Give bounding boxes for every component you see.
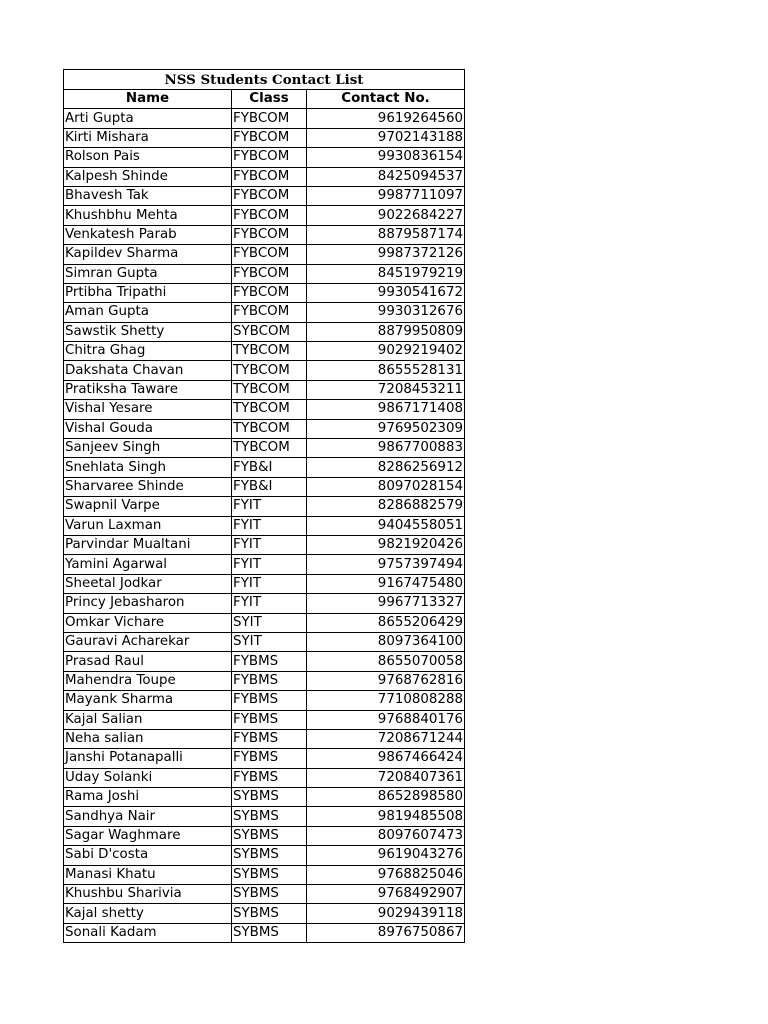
student-name: Uday Solanki bbox=[64, 768, 232, 787]
student-contact: 8286882579 bbox=[307, 497, 465, 516]
header-contact: Contact No. bbox=[307, 90, 465, 109]
student-contact: 9819485508 bbox=[307, 807, 465, 826]
table-row bbox=[64, 865, 465, 884]
student-name: Dakshata Chavan bbox=[64, 361, 232, 380]
student-class: SYBMS bbox=[232, 904, 307, 923]
student-name: Venkatesh Parab bbox=[64, 225, 232, 244]
table-row bbox=[64, 535, 465, 554]
table-row bbox=[64, 904, 465, 923]
table-row bbox=[64, 555, 465, 574]
student-contact: 7208671244 bbox=[307, 729, 465, 748]
student-contact: 9167475480 bbox=[307, 574, 465, 593]
table-row bbox=[64, 574, 465, 593]
student-contact: 9930541672 bbox=[307, 283, 465, 302]
table-row bbox=[64, 768, 465, 787]
student-class: FYBCOM bbox=[232, 128, 307, 147]
student-name: Mahendra Toupe bbox=[64, 671, 232, 690]
student-class: FYBCOM bbox=[232, 283, 307, 302]
student-class: FYIT bbox=[232, 594, 307, 613]
student-name: Sandhya Nair bbox=[64, 807, 232, 826]
student-name: Yamini Agarwal bbox=[64, 555, 232, 574]
table-body bbox=[64, 109, 465, 943]
student-name: Kirti Mishara bbox=[64, 128, 232, 147]
student-contact: 9768762816 bbox=[307, 671, 465, 690]
student-name: Sanjeev Singh bbox=[64, 439, 232, 458]
title-row bbox=[64, 70, 465, 90]
student-contact: 8879950809 bbox=[307, 322, 465, 341]
student-class: SYBMS bbox=[232, 826, 307, 845]
student-class: FYBMS bbox=[232, 729, 307, 748]
table-row bbox=[64, 885, 465, 904]
student-class: TYBCOM bbox=[232, 419, 307, 438]
table-row bbox=[64, 458, 465, 477]
student-name: Vishal Gouda bbox=[64, 419, 232, 438]
student-contact: 9768825046 bbox=[307, 865, 465, 884]
student-class: SYBCOM bbox=[232, 322, 307, 341]
table-row bbox=[64, 128, 465, 147]
student-name: Arti Gupta bbox=[64, 109, 232, 128]
student-class: TYBCOM bbox=[232, 439, 307, 458]
student-name: Rolson Pais bbox=[64, 148, 232, 167]
student-class: FYBCOM bbox=[232, 167, 307, 186]
student-class: TYBCOM bbox=[232, 400, 307, 419]
student-class: TYBCOM bbox=[232, 342, 307, 361]
student-contact: 8655528131 bbox=[307, 361, 465, 380]
student-contact: 9029219402 bbox=[307, 342, 465, 361]
student-class: FYIT bbox=[232, 497, 307, 516]
student-name: Kalpesh Shinde bbox=[64, 167, 232, 186]
student-class: FYBCOM bbox=[232, 225, 307, 244]
student-contact: 9967713327 bbox=[307, 594, 465, 613]
student-name: Sawstik Shetty bbox=[64, 322, 232, 341]
student-contact: 9867700883 bbox=[307, 439, 465, 458]
table-row bbox=[64, 400, 465, 419]
student-contact: 9987372126 bbox=[307, 245, 465, 264]
table-row bbox=[64, 206, 465, 225]
table-row bbox=[64, 245, 465, 264]
table-row bbox=[64, 594, 465, 613]
table-row bbox=[64, 264, 465, 283]
student-contact: 8097607473 bbox=[307, 826, 465, 845]
student-class: FYBCOM bbox=[232, 186, 307, 205]
student-class: SYBMS bbox=[232, 865, 307, 884]
student-contact: 9022684227 bbox=[307, 206, 465, 225]
table-row bbox=[64, 186, 465, 205]
table-row bbox=[64, 652, 465, 671]
student-class: FYBCOM bbox=[232, 109, 307, 128]
student-class: FYBCOM bbox=[232, 148, 307, 167]
student-name: Varun Laxman bbox=[64, 516, 232, 535]
table-row bbox=[64, 303, 465, 322]
student-name: Kajal Salian bbox=[64, 710, 232, 729]
student-class: SYBMS bbox=[232, 807, 307, 826]
student-class: FYIT bbox=[232, 555, 307, 574]
student-name: Sagar Waghmare bbox=[64, 826, 232, 845]
student-contact: 8655206429 bbox=[307, 613, 465, 632]
table-row bbox=[64, 148, 465, 167]
student-contact: 9768492907 bbox=[307, 885, 465, 904]
student-name: Kajal shetty bbox=[64, 904, 232, 923]
student-name: Khushbu Sharivia bbox=[64, 885, 232, 904]
student-class: SYBMS bbox=[232, 923, 307, 942]
student-contact: 8286256912 bbox=[307, 458, 465, 477]
student-class: FYBCOM bbox=[232, 303, 307, 322]
student-name: Sonali Kadam bbox=[64, 923, 232, 942]
student-name: Vishal Yesare bbox=[64, 400, 232, 419]
table-row bbox=[64, 439, 465, 458]
student-name: Parvindar Mualtani bbox=[64, 535, 232, 554]
student-class: FYIT bbox=[232, 535, 307, 554]
table-row bbox=[64, 846, 465, 865]
student-class: FYBMS bbox=[232, 652, 307, 671]
student-name: Janshi Potanapalli bbox=[64, 749, 232, 768]
student-name: Gauravi Acharekar bbox=[64, 632, 232, 651]
student-contact: 9768840176 bbox=[307, 710, 465, 729]
student-contact: 7208407361 bbox=[307, 768, 465, 787]
student-class: SYBMS bbox=[232, 788, 307, 807]
table-row bbox=[64, 516, 465, 535]
student-name: Prasad Raul bbox=[64, 652, 232, 671]
contact-list-table bbox=[63, 69, 465, 943]
student-contact: 7710808288 bbox=[307, 691, 465, 710]
table-row bbox=[64, 691, 465, 710]
student-name: Sheetal Jodkar bbox=[64, 574, 232, 593]
student-contact: 8879587174 bbox=[307, 225, 465, 244]
student-contact: 9930312676 bbox=[307, 303, 465, 322]
table-row bbox=[64, 167, 465, 186]
student-contact: 8976750867 bbox=[307, 923, 465, 942]
table-row bbox=[64, 788, 465, 807]
student-name: Sharvaree Shinde bbox=[64, 477, 232, 496]
student-class: FYIT bbox=[232, 516, 307, 535]
header-name: Name bbox=[64, 90, 232, 109]
table-row bbox=[64, 710, 465, 729]
student-contact: 9867171408 bbox=[307, 400, 465, 419]
student-name: Snehlata Singh bbox=[64, 458, 232, 477]
student-name: Omkar Vichare bbox=[64, 613, 232, 632]
student-contact: 9769502309 bbox=[307, 419, 465, 438]
student-contact: 8097364100 bbox=[307, 632, 465, 651]
table-row bbox=[64, 109, 465, 128]
student-contact: 9821920426 bbox=[307, 535, 465, 554]
student-contact: 8425094537 bbox=[307, 167, 465, 186]
table-row bbox=[64, 923, 465, 942]
student-class: FYB&I bbox=[232, 458, 307, 477]
table-row bbox=[64, 419, 465, 438]
student-name: Neha salian bbox=[64, 729, 232, 748]
student-name: Prtibha Tripathi bbox=[64, 283, 232, 302]
student-name: Sabi D'costa bbox=[64, 846, 232, 865]
table-row bbox=[64, 749, 465, 768]
table-row bbox=[64, 477, 465, 496]
student-name: Bhavesh Tak bbox=[64, 186, 232, 205]
table-row bbox=[64, 826, 465, 845]
student-contact: 9702143188 bbox=[307, 128, 465, 147]
student-class: SYBMS bbox=[232, 885, 307, 904]
student-contact: 8097028154 bbox=[307, 477, 465, 496]
student-name: Khushbhu Mehta bbox=[64, 206, 232, 225]
table-row bbox=[64, 380, 465, 399]
student-contact: 8655070058 bbox=[307, 652, 465, 671]
student-name: Princy Jebasharon bbox=[64, 594, 232, 613]
student-contact: 9404558051 bbox=[307, 516, 465, 535]
header-row bbox=[64, 90, 465, 109]
student-class: FYB&I bbox=[232, 477, 307, 496]
table-row bbox=[64, 613, 465, 632]
student-class: FYBCOM bbox=[232, 245, 307, 264]
student-class: FYBMS bbox=[232, 710, 307, 729]
student-contact: 7208453211 bbox=[307, 380, 465, 399]
student-class: FYBCOM bbox=[232, 264, 307, 283]
student-contact: 9987711097 bbox=[307, 186, 465, 205]
student-class: SYBMS bbox=[232, 846, 307, 865]
header-class: Class bbox=[232, 90, 307, 109]
table-row bbox=[64, 807, 465, 826]
student-class: FYBMS bbox=[232, 768, 307, 787]
student-class: SYIT bbox=[232, 632, 307, 651]
student-name: Swapnil Varpe bbox=[64, 497, 232, 516]
table-row bbox=[64, 361, 465, 380]
table-row bbox=[64, 729, 465, 748]
student-class: FYBMS bbox=[232, 671, 307, 690]
student-name: Chitra Ghag bbox=[64, 342, 232, 361]
student-name: Aman Gupta bbox=[64, 303, 232, 322]
table-row bbox=[64, 497, 465, 516]
student-contact: 8451979219 bbox=[307, 264, 465, 283]
table-row bbox=[64, 342, 465, 361]
table-title: NSS Students Contact List bbox=[64, 70, 465, 90]
student-class: FYBMS bbox=[232, 691, 307, 710]
table-row bbox=[64, 283, 465, 302]
student-contact: 9930836154 bbox=[307, 148, 465, 167]
student-name: Kapildev Sharma bbox=[64, 245, 232, 264]
table-row bbox=[64, 632, 465, 651]
student-name: Simran Gupta bbox=[64, 264, 232, 283]
student-contact: 9029439118 bbox=[307, 904, 465, 923]
student-class: FYBMS bbox=[232, 749, 307, 768]
table-row bbox=[64, 322, 465, 341]
student-contact: 9619043276 bbox=[307, 846, 465, 865]
student-name: Rama Joshi bbox=[64, 788, 232, 807]
table-row bbox=[64, 671, 465, 690]
student-class: TYBCOM bbox=[232, 361, 307, 380]
student-contact: 8652898580 bbox=[307, 788, 465, 807]
student-contact: 9867466424 bbox=[307, 749, 465, 768]
student-class: FYIT bbox=[232, 574, 307, 593]
table-row bbox=[64, 225, 465, 244]
student-name: Pratiksha Taware bbox=[64, 380, 232, 399]
student-name: Manasi Khatu bbox=[64, 865, 232, 884]
student-class: FYBCOM bbox=[232, 206, 307, 225]
student-contact: 9757397494 bbox=[307, 555, 465, 574]
student-class: TYBCOM bbox=[232, 380, 307, 399]
student-class: SYIT bbox=[232, 613, 307, 632]
student-name: Mayank Sharma bbox=[64, 691, 232, 710]
student-contact: 9619264560 bbox=[307, 109, 465, 128]
